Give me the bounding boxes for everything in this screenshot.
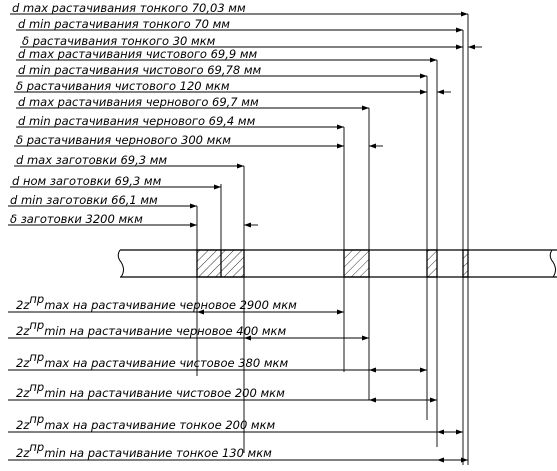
bottom-label-1: [16, 292, 297, 312]
allowance-text: min на растачивание черновое 400 мкм: [44, 324, 287, 338]
bottom-label-5: [16, 412, 276, 432]
bottom-label-6: [16, 440, 272, 460]
zone-finish: [427, 250, 437, 277]
allowance-text: min на растачивание чистовое 200 мкм: [44, 386, 285, 400]
top-label-11: d ном заготовки 69,3 мм: [12, 174, 162, 188]
top-dimension-labels: [10, 1, 261, 226]
allowance-symbol: 2z: [16, 356, 30, 370]
allowance-text: min на растачивание тонкое 130 мкм: [44, 446, 272, 460]
top-label-9: δ растачивания чернового 300 мкм: [16, 133, 231, 147]
top-label-1: d max растачивания тонкого 70,03 мм: [12, 1, 246, 15]
allowance-symbol: 2z: [16, 324, 30, 338]
allowance-text: max на растачивание черновое 2900 мкм: [44, 298, 297, 312]
top-label-7: d max растачивания чернового 69,7 мм: [18, 95, 259, 109]
allowance-symbol: 2z: [16, 386, 30, 400]
part-body: [118, 250, 557, 277]
allowance-text: max на растачивание чистовое 380 мкм: [44, 356, 289, 370]
bottom-dimension-labels: [16, 292, 297, 460]
top-label-2: d min растачивания тонкого 70 мм: [18, 17, 230, 31]
zone-rough: [344, 250, 369, 277]
allowance-superscript: пр: [29, 380, 45, 394]
top-label-4: d max растачивания чистового 69,9 мм: [18, 47, 258, 61]
top-label-6: δ растачивания чистового 120 мкм: [16, 79, 230, 93]
top-label-10: d max заготовки 69,3 мм: [16, 153, 168, 167]
top-label-8: d min растачивания чернового 69,4 мм: [18, 114, 256, 128]
top-label-3: δ растачивания тонкого 30 мкм: [22, 34, 216, 48]
allowance-superscript: пр: [29, 318, 45, 332]
allowance-superscript: пр: [29, 292, 45, 306]
allowance-superscript: пр: [29, 412, 45, 426]
allowance-symbol: 2z: [16, 418, 30, 432]
allowance-superscript: пр: [29, 440, 45, 454]
top-label-13: δ заготовки 3200 мкм: [10, 212, 143, 226]
bottom-label-3: [16, 350, 288, 370]
bottom-label-4: [16, 380, 285, 400]
allowance-symbol: 2z: [16, 298, 30, 312]
allowance-superscript: пр: [29, 350, 45, 364]
zone-fine: [463, 250, 468, 277]
top-label-5: d min растачивания чистового 69,78 мм: [18, 63, 262, 77]
bottom-label-2: [16, 318, 286, 338]
top-label-12: d min заготовки 66,1 мм: [10, 193, 158, 207]
allowance-text: max на растачивание тонкое 200 мкм: [44, 418, 276, 432]
allowance-symbol: 2z: [16, 446, 30, 460]
